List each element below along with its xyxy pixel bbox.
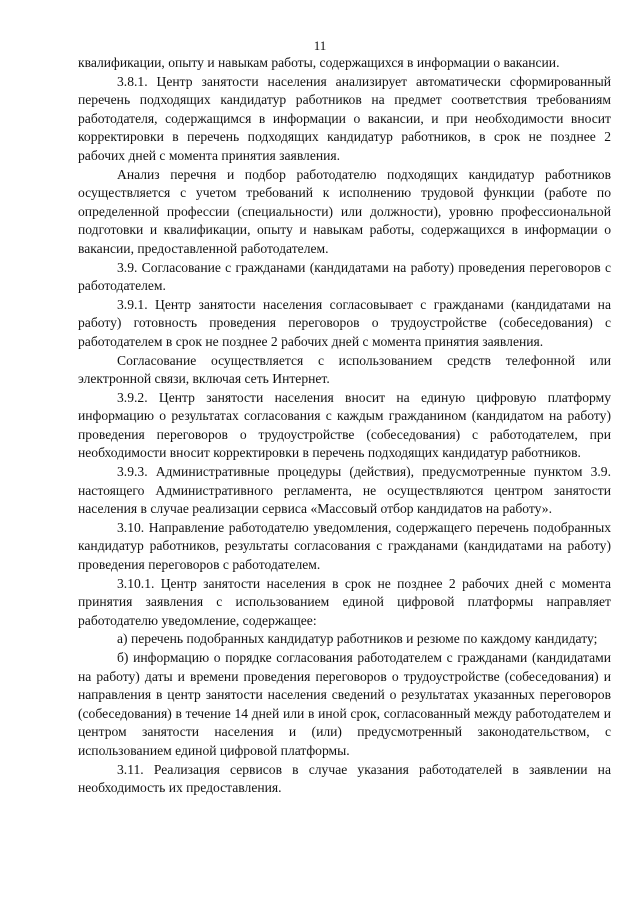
paragraph-3-9-3: 3.9.3. Административные процедуры (действия), предусмотренные пунктом 3.9. настоящего Административного регламента, не осуществляются центром занятости населения в случае реализации сервиса «Массовый отбор кандидатов на работу». xyxy=(78,464,611,517)
paragraph-3-9-1: 3.9.1. Центр занятости населения согласовывает с гражданами (кандидатами на работу) готовность проведения переговоров о трудоустройстве (собеседования) с работодателем в срок не позднее 2 рабочих дней с момента принятия заявления. xyxy=(78,296,611,349)
paragraph-3-10-1: 3.10.1. Центр занятости населения в срок не позднее 2 рабочих дней с момента принятия заявления с использованием единой цифровой платформы направляет работодателю уведомление, содержащее: xyxy=(78,575,611,628)
paragraph-analysis: Анализ перечня и подбор работодателю подходящих кандидатур работников осуществляется с учетом требований к исполнению трудовой функции (работе по определенной профессии (специальности) или должности), уровню профессиональной подготовки и квалификации, опыту и навыкам работы, содержащихся в информации о вакансии, предоставленной работодателем. xyxy=(78,166,611,256)
document-body xyxy=(78,54,611,798)
paragraph-3-8-1: 3.8.1. Центр занятости населения анализирует автоматически сформированный перечень подходящих кандидатур работников на предмет соответствия требованиям работодателя, содержащимся в информации о вакансии, и при необходимости вносит корректировки в перечень подходящих кандидатур работников, в срок не позднее 2 рабочих дней с момента принятия заявления. xyxy=(78,73,611,163)
paragraph-3-9: 3.9. Согласование с гражданами (кандидатами на работу) проведения переговоров с работодателем. xyxy=(78,259,611,294)
paragraph-item-b: б) информацию о порядке согласования работодателем с гражданами (кандидатами на работу) даты и времени проведения переговоров о трудоустройстве (собеседования) и направления в центр занятости населения сведений о результатах указанных переговоров (собеседования) в течение 14 дней или в иной срок, согласованный между работодателем и центром занятости населения и (или) предусмотренный законодательством, с использованием единой цифровой платформы. xyxy=(78,650,611,758)
paragraph-3-10: 3.10. Направление работодателю уведомления, содержащего перечень подобранных кандидатур работников, результаты согласования с гражданами (кандидатами на работу) проведения переговоров с работодателем. xyxy=(78,519,611,573)
page-number: 11 xyxy=(313,38,327,53)
paragraph-item-a: а) перечень подобранных кандидатур работников и резюме по каждому кандидату; xyxy=(117,631,598,647)
paragraph-continuation: квалификации, опыту и навыкам работы, содержащихся в информации о вакансии. xyxy=(78,55,560,70)
paragraph-agreement: Согласование осуществляется с использованием средств телефонной или электронной связи, включая сеть Интернет. xyxy=(78,352,611,387)
paragraph-3-11: 3.11. Реализация сервисов в случае указания работодателей в заявлении на необходимость их предоставления. xyxy=(78,761,611,796)
paragraph-3-9-2: 3.9.2. Центр занятости населения вносит на единую цифровую платформу информацию о результатах согласования с каждым гражданином (кандидатом на работу) проведения переговоров о трудоустройстве (собеседования) с работодателем, при необходимости вносит корректировки в перечень подходящих кандидатур работников. xyxy=(78,389,611,461)
